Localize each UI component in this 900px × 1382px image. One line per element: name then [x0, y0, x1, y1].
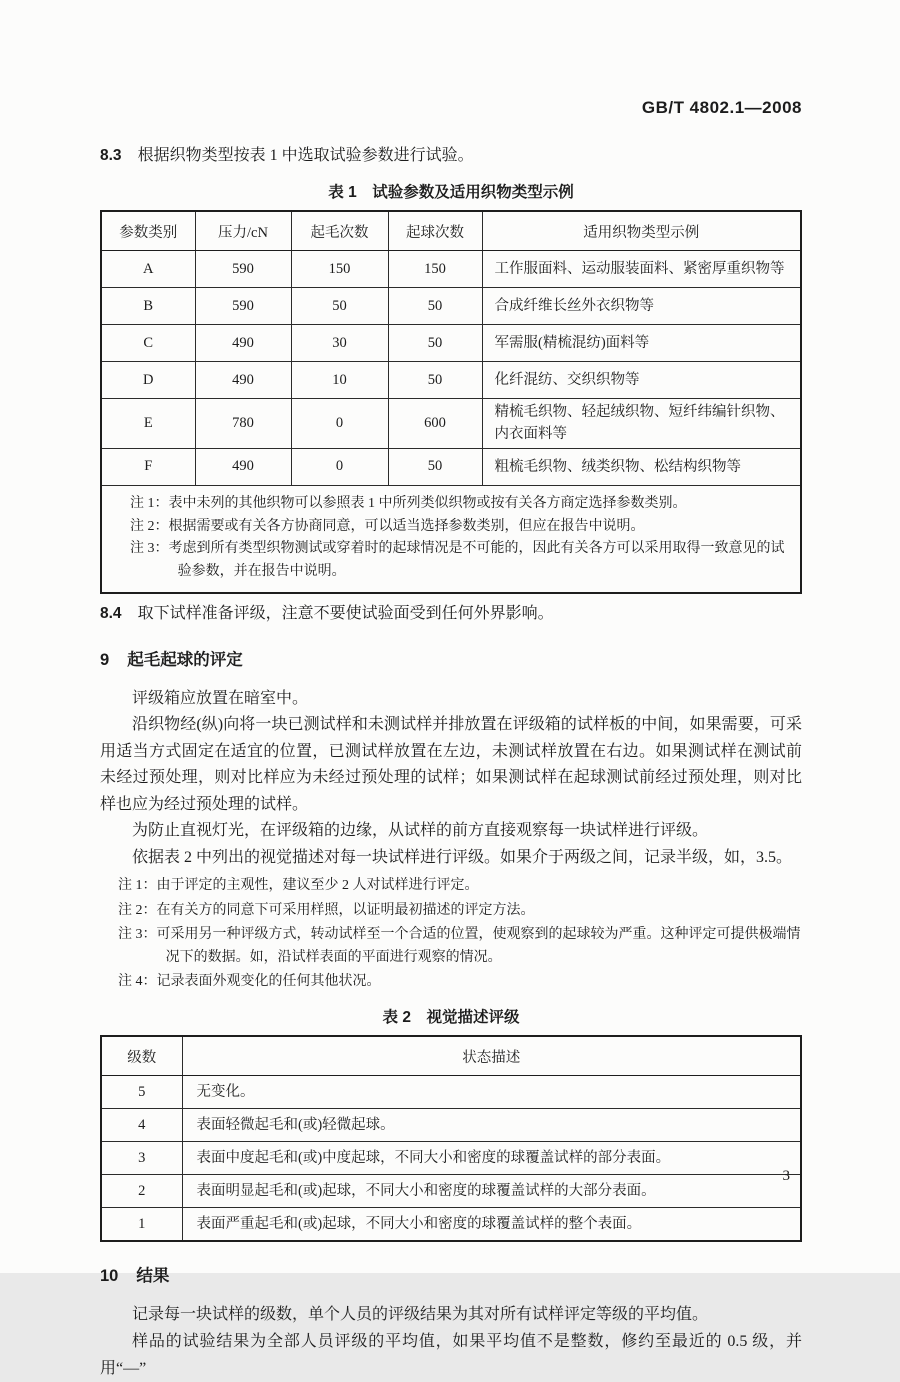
table-cell: B [101, 288, 195, 325]
table-cell: 合成纤维长丝外衣织物等 [482, 288, 801, 325]
table-row [101, 399, 801, 449]
clause-8-3 [100, 144, 802, 168]
table2-caption: 表 2 视觉描述评级 [382, 1009, 520, 1027]
section-9-notes [118, 875, 802, 993]
table-cell: 150 [291, 251, 388, 288]
table1-col-header: 参数类别 [101, 211, 195, 251]
table-row [101, 1109, 801, 1142]
table-cell: F [101, 448, 195, 485]
clause-text: 根据织物类型按表 1 中选取试验参数进行试验。 [137, 147, 474, 164]
table1-col-header: 起球次数 [388, 211, 482, 251]
table-cell: 50 [388, 362, 482, 399]
table-cell: 3 [101, 1142, 182, 1175]
table-note: 注 3：考虑到所有类型织物测试或穿着时的起球情况是不可能的，因此有关各方可以采用取得一致意见的试验参数，并在报告中说明。 [130, 541, 785, 579]
paragraph: 沿织物经(纵)向将一块已测试样和未测试样并排放置在评级箱的试样板的中间，如果需要，可采用适当方式固定在适宜的位置，已测试样放置在左边，未测试样放置在右边。如果测试样在测试前未经过预处理，则对比样应为未经过预处理的试样；如果测试样在起球测试前经过预处理，则对比样也应为经过预处理的试样。 [100, 716, 802, 813]
table-cell: 50 [388, 448, 482, 485]
table-row [101, 251, 801, 288]
section-title: 起毛起球的评定 [127, 650, 243, 669]
note: 注 2：在有关方的同意下可采用样照，以证明最初描述的评定方法。 [118, 902, 535, 918]
table-cell: 5 [101, 1076, 182, 1109]
section-9-heading [100, 646, 802, 670]
table-cell: 490 [195, 448, 291, 485]
section-number: 10 [100, 1267, 119, 1286]
note: 注 3：可采用另一种评级方式，转动试样至一个合适的位置，使观察到的起球较为严重。这种评定可提供极端情况下的数据。如，沿试样表面的平面进行观察的情况。 [118, 927, 801, 965]
paragraph: 样品的试验结果为全部人员评级的平均值，如果平均值不是整数，修约至最近的 0.5 级，并用“—” [100, 1332, 802, 1377]
table1-caption: 表 1 试验参数及适用织物类型示例 [328, 184, 574, 201]
table-cell: 表面明显起毛和(或)起球，不同大小和密度的球覆盖试样的大部分表面。 [182, 1175, 801, 1208]
paragraph: 评级箱应放置在暗室中。 [132, 689, 309, 707]
table2-col-header: 状态描述 [182, 1036, 801, 1076]
table-cell: A [101, 251, 195, 288]
table-cell: 50 [388, 325, 482, 362]
paragraph: 记录每一块试样的级数，单个人员的评级结果为其对所有试样评定等级的平均值。 [132, 1306, 709, 1324]
table-cell: 无变化。 [182, 1076, 801, 1109]
paragraph: 依据表 2 中列出的视觉描述对每一块试样进行评级。如果介于两级之间，记录半级，如，3.5。 [132, 848, 793, 866]
table-row [101, 448, 801, 485]
page-content [100, 98, 802, 1382]
table-row [101, 288, 801, 325]
table2-col-header: 级数 [101, 1036, 182, 1076]
table-row [101, 1208, 801, 1242]
table-cell: 490 [195, 362, 291, 399]
table-cell: 50 [388, 288, 482, 325]
table2-header-row [101, 1036, 801, 1076]
table-cell: 粗梳毛织物、绒类织物、松结构织物等 [482, 448, 801, 485]
page-number: 3 [782, 1168, 790, 1184]
standard-number: GB/T 4802.1—2008 [641, 98, 802, 117]
table-cell: 590 [195, 251, 291, 288]
table-row [101, 1076, 801, 1109]
table-cell: 590 [195, 288, 291, 325]
table1 [100, 210, 802, 594]
table1-notes [101, 485, 801, 592]
table-cell: 1 [101, 1208, 182, 1242]
table-cell: 表面轻微起毛和(或)轻微起球。 [182, 1109, 801, 1142]
table-note: 注 2：根据需要或有关各方协商同意，可以适当选择参数类别，但应在报告中说明。 [130, 518, 645, 534]
table-row [101, 325, 801, 362]
section-number: 9 [100, 650, 110, 669]
section-10-heading [100, 1262, 802, 1286]
note: 注 1：由于评定的主观性，建议至少 2 人对试样进行评定。 [118, 878, 479, 894]
note: 注 4：记录表面外观变化的任何其他状况。 [118, 974, 381, 990]
table-cell: 精梳毛织物、轻起绒织物、短纤纬编针织物、内衣面料等 [482, 399, 801, 449]
table-cell: 化纤混纺、交织织物等 [482, 362, 801, 399]
table-cell: 150 [388, 251, 482, 288]
table-cell: 工作服面料、运动服装面料、紧密厚重织物等 [482, 251, 801, 288]
table-cell: C [101, 325, 195, 362]
clause-number: 8.4 [100, 604, 122, 622]
table-row [101, 1142, 801, 1175]
table-cell: 50 [291, 288, 388, 325]
table-cell: 0 [291, 448, 388, 485]
table-cell: 表面中度起毛和(或)中度起球，不同大小和密度的球覆盖试样的部分表面。 [182, 1142, 801, 1175]
table-row [101, 1175, 801, 1208]
paragraph: 为防止直视灯光，在评级箱的边缘，从试样的前方直接观察每一块试样进行评级。 [132, 822, 709, 840]
table-cell: 0 [291, 399, 388, 449]
table2 [100, 1035, 802, 1242]
table-cell: 600 [388, 399, 482, 449]
table-note: 注 1：表中未列的其他织物可以参照表 1 中所列类似织物或按有关各方商定选择参数类别。 [130, 495, 687, 511]
table-cell: 30 [291, 325, 388, 362]
table-cell: 军需服(精梳混纺)面料等 [482, 325, 801, 362]
table-cell: 10 [291, 362, 388, 399]
clause-text: 取下试样准备评级，注意不要使试验面受到任何外界影响。 [137, 604, 554, 622]
section-title: 结果 [136, 1267, 170, 1286]
table1-header-row [101, 211, 801, 251]
table1-col-header: 起毛次数 [291, 211, 388, 251]
table-cell: 490 [195, 325, 291, 362]
table-row [101, 362, 801, 399]
clause-number: 8.3 [100, 147, 122, 164]
table-cell: 780 [195, 399, 291, 449]
table-cell: D [101, 362, 195, 399]
table-cell: 4 [101, 1109, 182, 1142]
table1-col-header: 压力/cN [195, 211, 291, 251]
clause-8-4 [100, 602, 802, 626]
table-cell: E [101, 399, 195, 449]
table1-col-header: 适用织物类型示例 [482, 211, 801, 251]
table1-notes-row [101, 485, 801, 592]
table-cell: 2 [101, 1175, 182, 1208]
table-cell: 表面严重起毛和(或)起球，不同大小和密度的球覆盖试样的整个表面。 [182, 1208, 801, 1242]
